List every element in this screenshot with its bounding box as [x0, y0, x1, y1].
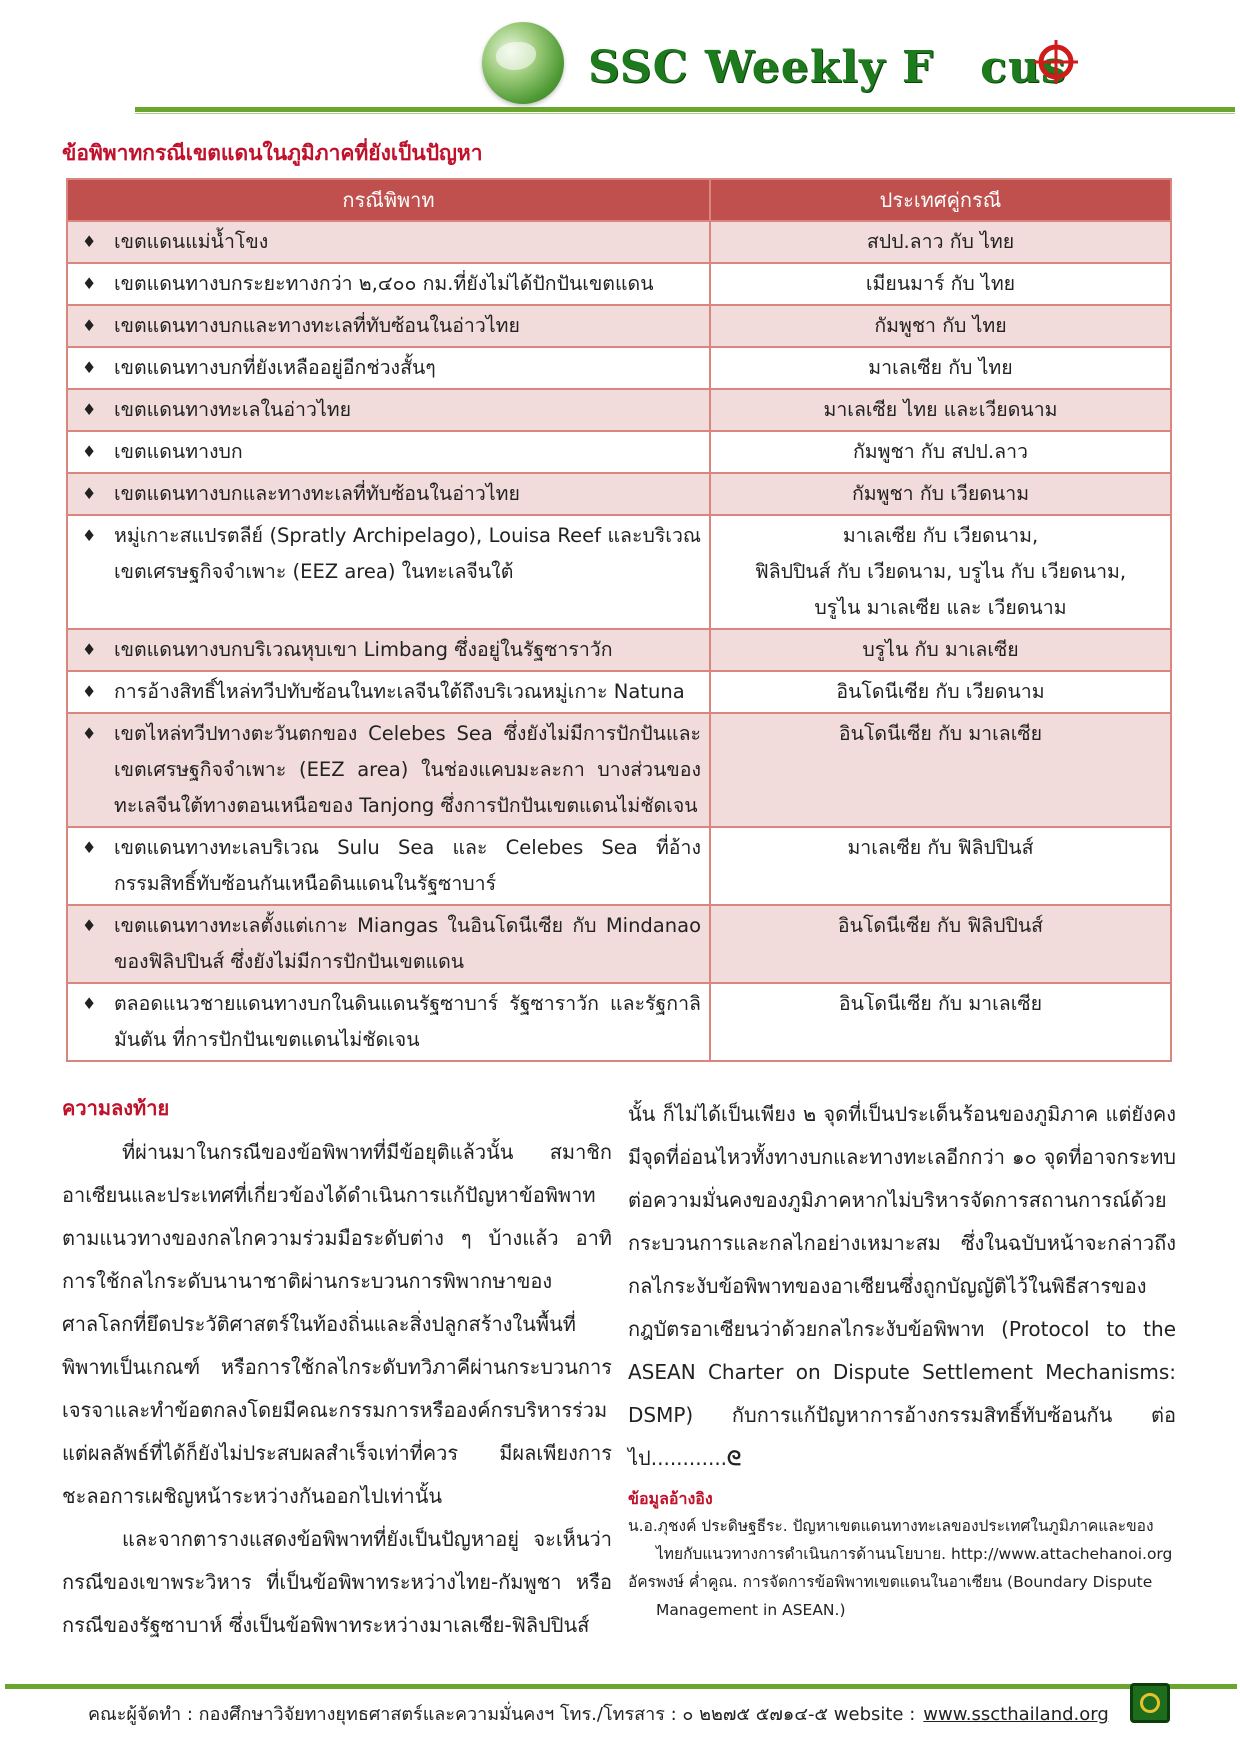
case-text: หมู่เกาะสแปรตลีย์ (Spratly Archipelago), Louisa Reef และบริเวณเขตเศรษฐกิจจำเพาะ (EEZ area) ในทะเลจีนใต้ [114, 524, 701, 583]
table-row [67, 515, 1171, 629]
table-row [67, 473, 1171, 515]
diamond-bullet-icon: ♦ [82, 640, 97, 659]
case-cell [67, 713, 710, 827]
diamond-bullet-icon: ♦ [82, 724, 97, 743]
green-globe-icon [482, 22, 564, 104]
case-cell [67, 905, 710, 983]
party-text: มาเลเซีย กับ ไทย [868, 356, 1013, 379]
diamond-bullet-icon: ♦ [82, 526, 97, 545]
header-parties: ประเทศคู่กรณี [710, 179, 1171, 221]
case-text: เขตแดนทางบกระยะทางกว่า ๒,๔๐๐ กม.ที่ยังไม่ได้ปักปันเขตแดน [114, 272, 654, 295]
references-heading: ข้อมูลอ้างอิง [628, 1489, 713, 1508]
case-cell [67, 389, 710, 431]
party-text: มาเลเซีย กับ เวียดนาม, [842, 524, 1039, 547]
diamond-bullet-icon: ♦ [82, 358, 97, 377]
table-row [67, 905, 1171, 983]
case-text: เขตแดนทางบก [114, 440, 243, 463]
crosshair-target-icon [1034, 40, 1078, 84]
party-text: อินโดนีเซีย กับ เวียดนาม [836, 680, 1045, 703]
diamond-bullet-icon: ♦ [82, 994, 97, 1013]
conclusion-paragraph-1: ที่ผ่านมาในกรณีของข้อพิพาทที่มีข้อยุติแล้วนั้น สมาชิกอาเซียนและประเทศที่เกี่ยวข้องได้ดำเนินการแก้ปัญหาข้อพิพาทตามแนวทางของกลไกความร่วมมือระดับต่าง ๆ บ้างแล้ว อาทิ การใช้กลไกระดับนานาชาติผ่านกระบวนการพิพากษาของศาลโลกที่ยึดประวัติศาสตร์ในท้องถิ่นและสิ่งปลูกสร้างในพื้นที่พิพาทเป็นเกณฑ์ หรือการใช้กลไกระดับทวิภาคีผ่านกระบวนการเจรจาและทำข้อตกลงโดยมีคณะกรรมการหรือองค์กรบริหารร่วม แต่ผลลัพธ์ที่ได้ก็ยังไม่ประสบผลสำเร็จเท่าที่ควร มีผลเพียงการชะลอการเผชิญหน้าระหว่างกันออกไปเท่านั้น [62, 1140, 612, 1508]
case-cell [67, 221, 710, 263]
party-text: ฟิลิปปินส์ กับ เวียดนาม, บรูไน กับ เวียดนาม, [754, 560, 1127, 583]
party-text: กัมพูชา กับ เวียดนาม [851, 482, 1030, 505]
reference-item-1: น.อ.ภุชงค์ ประดิษฐธีระ. ปัญหาเขตแดนทางทะเลของประเทศในภูมิภาคและของไทยกับแนวทางการดำเนินการด้านนโยบาย. http://www.attachehanoi.org [628, 1517, 1173, 1563]
case-cell [67, 671, 710, 713]
diamond-bullet-icon: ♦ [82, 484, 97, 503]
end-mark: ᘓ [727, 1446, 742, 1470]
table-row [67, 263, 1171, 305]
footer-text: คณะผู้จัดทำ : กองศึกษาวิจัยทางยุทธศาสตร์และความมั่นคงฯ โทร./โทรสาร : ๐ ๒๒๗๕ ๕๗๑๔-๕ website : [88, 1704, 916, 1725]
parties-cell [710, 221, 1171, 263]
diamond-bullet-icon: ♦ [82, 232, 97, 251]
section-title: ข้อพิพาทกรณีเขตแดนในภูมิภาคที่ยังเป็นปัญหา [62, 141, 483, 165]
case-text: เขตแดนทางบกที่ยังเหลืออยู่อีกช่วงสั้นๆ [114, 356, 436, 379]
conclusion-heading: ความลงท้าย [62, 1096, 170, 1120]
case-cell [67, 473, 710, 515]
brand-title: SSC Weekly F cus [588, 42, 1067, 93]
case-cell [67, 983, 710, 1061]
table-body [67, 221, 1171, 1061]
parties-cell [710, 389, 1171, 431]
party-text: อินโดนีเซีย กับ ฟิลิปปินส์ [837, 914, 1044, 937]
header-case: กรณีพิพาท [67, 179, 710, 221]
case-cell [67, 347, 710, 389]
conclusion-paragraph-3: นั้น ก็ไม่ได้เป็นเพียง ๒ จุดที่เป็นประเด็นร้อนของภูมิภาค แต่ยังคงมีจุดที่อ่อนไหวทั้งทางบกและทางทะเลอีกกว่า ๑๐ จุดที่อาจกระทบต่อความมั่นคงของภูมิภาคหากไม่บริหารจัดการสถานการณ์ด้วยกระบวนการและกลไกอย่างเหมาะสม ซึ่งในฉบับหน้าจะกล่าวถึงกลไกระงับข้อพิพาทของอาเซียนซึ่งถูกบัญญัติไว้ในพิธีสารของกฎบัตรอาเซียนว่าด้วยกลไกระงับข้อพิพาท (Protocol to the ASEAN Charter on Dispute Settlement Mechanisms: DSMP) กับการแก้ปัญหาการอ้างกรรมสิทธิ์ทับซ้อนกัน ต่อไป............ᘓ [628, 1102, 1176, 1470]
party-text: มาเลเซีย ไทย และเวียดนาม [823, 398, 1058, 421]
case-cell [67, 305, 710, 347]
right-column [628, 1093, 1176, 1624]
parties-cell [710, 473, 1171, 515]
parties-cell [710, 983, 1171, 1061]
parties-cell [710, 347, 1171, 389]
party-text: บรูไน มาเลเซีย และ เวียดนาม [814, 596, 1067, 619]
parties-cell [710, 515, 1171, 629]
ssc-logo-icon [1130, 1683, 1170, 1723]
diamond-bullet-icon: ♦ [82, 682, 97, 701]
footer-website-link[interactable]: www.sscthailand.org [923, 1704, 1109, 1725]
parties-cell [710, 713, 1171, 827]
table-row [67, 827, 1171, 905]
case-text: เขตไหล่ทวีปทางตะวันตกของ Celebes Sea ซึ่งยังไม่มีการปักปันและเขตเศรษฐกิจจำเพาะ (EEZ area) ในช่องแคบมะละกา บางส่วนของทะเลจีนใต้ทางตอนเหนือของ Tanjong ซึ่งการปักปันเขตแดนไม่ชัดเจน [114, 722, 701, 817]
conclusion-paragraph-2: และจากตารางแสดงข้อพิพาทที่ยังเป็นปัญหาอยู่ จะเห็นว่ากรณีของเขาพระวิหาร ที่เป็นข้อพิพาทระหว่างไทย-กัมพูชา หรือกรณีของรัฐซาบาห์ ซึ่งเป็นข้อพิพาทระหว่างมาเลเซีย-ฟิลิปปินส์ [62, 1527, 612, 1637]
party-text: กัมพูชา กับ ไทย [874, 314, 1007, 337]
case-cell [67, 263, 710, 305]
table-row [67, 389, 1171, 431]
table-header-row [67, 179, 1171, 221]
parties-cell [710, 431, 1171, 473]
case-text: เขตแดนทางบกบริเวณหุบเขา Limbang ซึ่งอยู่ในรัฐซาราวัก [114, 638, 613, 661]
case-cell [67, 431, 710, 473]
party-text: สปป.ลาว กับ ไทย [866, 230, 1015, 253]
table-row [67, 713, 1171, 827]
footer [88, 1699, 1109, 1728]
diamond-bullet-icon: ♦ [82, 316, 97, 335]
table-row [67, 983, 1171, 1061]
party-text: บรูไน กับ มาเลเซีย [862, 638, 1019, 661]
case-text: เขตแดนทางทะเลในอ่าวไทย [114, 398, 352, 421]
case-text: เขตแดนทางบกและทางทะเลที่ทับซ้อนในอ่าวไทย [114, 482, 520, 505]
party-text: อินโดนีเซีย กับ มาเลเซีย [838, 722, 1043, 745]
parties-cell [710, 305, 1171, 347]
case-text: การอ้างสิทธิ์ไหล่ทวีปทับซ้อนในทะเลจีนใต้ถึงบริเวณหมู่เกาะ Natuna [114, 680, 685, 703]
table-row [67, 347, 1171, 389]
case-cell [67, 827, 710, 905]
case-cell [67, 515, 710, 629]
case-text: เขตแดนทางบกและทางทะเลที่ทับซ้อนในอ่าวไทย [114, 314, 520, 337]
party-text: อินโดนีเซีย กับ มาเลเซีย [838, 992, 1043, 1015]
case-cell [67, 629, 710, 671]
page-header [0, 0, 1240, 125]
diamond-bullet-icon: ♦ [82, 400, 97, 419]
table-row [67, 671, 1171, 713]
parties-cell [710, 629, 1171, 671]
table-row [67, 629, 1171, 671]
table-row [67, 431, 1171, 473]
reference-item-2: อัครพงษ์ ค่ำคูณ. การจัดการข้อพิพาทเขตแดนในอาเซียน (Boundary Dispute Management in ASEAN.) [628, 1573, 1153, 1619]
case-text: ตลอดแนวชายแดนทางบกในดินแดนรัฐซาบาร์ รัฐซาราวัก และรัฐกาลิมันตัน ที่การปักปันเขตแดนไม่ชัดเจน [114, 992, 701, 1051]
header-rule [135, 107, 1235, 112]
diamond-bullet-icon: ♦ [82, 442, 97, 461]
diamond-bullet-icon: ♦ [82, 274, 97, 293]
footer-rule [5, 1684, 1237, 1689]
table-row [67, 221, 1171, 263]
table-row [67, 305, 1171, 347]
party-text: มาเลเซีย กับ ฟิลิปปินส์ [847, 836, 1034, 859]
dispute-table [66, 178, 1172, 1062]
diamond-bullet-icon: ♦ [82, 838, 97, 857]
header-rule-thin [135, 113, 1235, 114]
parties-cell [710, 671, 1171, 713]
parties-cell [710, 827, 1171, 905]
parties-cell [710, 263, 1171, 305]
case-text: เขตแดนทางทะเลตั้งแต่เกาะ Miangas ในอินโดนีเซีย กับ Mindanao ของฟิลิปปินส์ ซึ่งยังไม่มีการปักปันเขตแดน [114, 914, 701, 973]
left-column [62, 1093, 612, 1647]
party-text: เมียนมาร์ กับ ไทย [865, 272, 1016, 295]
parties-cell [710, 905, 1171, 983]
case-text: เขตแดนแม่น้ำโขง [114, 230, 269, 253]
diamond-bullet-icon: ♦ [82, 916, 97, 935]
case-text: เขตแดนทางทะเลบริเวณ Sulu Sea และ Celebes Sea ที่อ้างกรรมสิทธิ์ทับซ้อนกันเหนือดินแดนในรัฐซาบาร์ [114, 836, 701, 895]
party-text: กัมพูชา กับ สปป.ลาว [853, 440, 1028, 463]
